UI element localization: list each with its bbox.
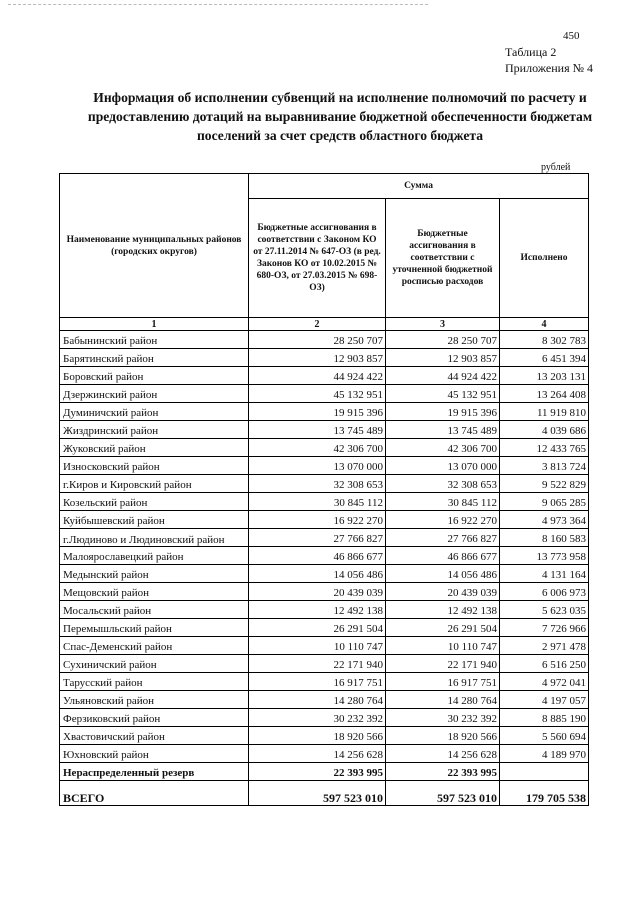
total-law-allocations: 597 523 010 xyxy=(249,781,386,806)
row-executed: 9 522 829 xyxy=(500,475,589,493)
row-law-allocation: 18 920 566 xyxy=(249,727,386,745)
row-name: г.Киров и Кировский район xyxy=(60,475,249,493)
table-row xyxy=(60,655,589,673)
row-name: г.Людиново и Людиновский район xyxy=(60,529,249,547)
row-law-allocation: 26 291 504 xyxy=(249,619,386,637)
table-row-total xyxy=(60,781,589,806)
table-row xyxy=(60,763,589,781)
row-refined-allocation: 45 132 951 xyxy=(386,385,500,403)
row-refined-allocation: 13 745 489 xyxy=(386,421,500,439)
page-number: 450 xyxy=(563,30,580,42)
row-name: Юхновский район xyxy=(60,745,249,763)
row-refined-allocation: 30 845 112 xyxy=(386,493,500,511)
row-refined-allocation: 16 917 751 xyxy=(386,673,500,691)
row-name: Медынский район xyxy=(60,565,249,583)
row-law-allocation: 32 308 653 xyxy=(249,475,386,493)
row-name: Хвастовичский район xyxy=(60,727,249,745)
row-name: Спас-Деменский район xyxy=(60,637,249,655)
table-row xyxy=(60,403,589,421)
row-law-allocation: 16 917 751 xyxy=(249,673,386,691)
row-executed: 6 451 394 xyxy=(500,349,589,367)
row-law-allocation: 12 903 857 xyxy=(249,349,386,367)
table-row xyxy=(60,493,589,511)
row-law-allocation: 13 070 000 xyxy=(249,457,386,475)
header-municipality: Наименование муниципальных районов (городских округов) xyxy=(60,174,249,318)
row-law-allocation: 28 250 707 xyxy=(249,331,386,349)
total-executed: 179 705 538 xyxy=(500,781,589,806)
row-law-allocation: 13 745 489 xyxy=(249,421,386,439)
row-executed: 8 160 583 xyxy=(500,529,589,547)
table-row xyxy=(60,583,589,601)
table-row xyxy=(60,709,589,727)
table-row xyxy=(60,619,589,637)
row-name: Износковский район xyxy=(60,457,249,475)
header-executed: Исполнено xyxy=(500,199,589,318)
table-row xyxy=(60,457,589,475)
row-executed: 12 433 765 xyxy=(500,439,589,457)
row-law-allocation: 10 110 747 xyxy=(249,637,386,655)
row-refined-allocation: 26 291 504 xyxy=(386,619,500,637)
row-name: Дзержинский район xyxy=(60,385,249,403)
row-law-allocation: 46 866 677 xyxy=(249,547,386,565)
row-law-allocation: 45 132 951 xyxy=(249,385,386,403)
row-refined-allocation: 18 920 566 xyxy=(386,727,500,745)
table-row xyxy=(60,475,589,493)
row-refined-allocation: 14 056 486 xyxy=(386,565,500,583)
row-law-allocation: 16 922 270 xyxy=(249,511,386,529)
row-name: Перемышльский район xyxy=(60,619,249,637)
row-refined-allocation: 10 110 747 xyxy=(386,637,500,655)
row-executed: 3 813 724 xyxy=(500,457,589,475)
row-law-allocation: 22 171 940 xyxy=(249,655,386,673)
column-number: 3 xyxy=(386,318,500,331)
table-row xyxy=(60,691,589,709)
row-law-allocation: 19 915 396 xyxy=(249,403,386,421)
table-row xyxy=(60,349,589,367)
row-refined-allocation: 42 306 700 xyxy=(386,439,500,457)
row-executed: 4 131 164 xyxy=(500,565,589,583)
row-executed: 4 039 686 xyxy=(500,421,589,439)
row-law-allocation: 12 492 138 xyxy=(249,601,386,619)
row-refined-allocation: 28 250 707 xyxy=(386,331,500,349)
row-refined-allocation: 14 280 764 xyxy=(386,691,500,709)
row-refined-allocation: 30 232 392 xyxy=(386,709,500,727)
row-refined-allocation: 14 256 628 xyxy=(386,745,500,763)
table-reference xyxy=(505,44,593,76)
table-reference-line2: Приложения № 4 xyxy=(505,61,594,75)
row-executed: 7 726 966 xyxy=(500,619,589,637)
table-row xyxy=(60,421,589,439)
table-row xyxy=(60,565,589,583)
row-executed xyxy=(500,763,589,781)
subvention-table xyxy=(59,173,589,806)
row-law-allocation: 42 306 700 xyxy=(249,439,386,457)
table-row xyxy=(60,385,589,403)
table-row xyxy=(60,367,589,385)
row-law-allocation: 22 393 995 xyxy=(249,763,386,781)
row-refined-allocation: 44 924 422 xyxy=(386,367,500,385)
table-row xyxy=(60,439,589,457)
row-executed: 4 973 364 xyxy=(500,511,589,529)
row-refined-allocation: 19 915 396 xyxy=(386,403,500,421)
total-refined-allocations: 597 523 010 xyxy=(386,781,500,806)
table-row xyxy=(60,637,589,655)
row-name: Жиздринский район xyxy=(60,421,249,439)
row-name: Куйбышевский район xyxy=(60,511,249,529)
total-label: ВСЕГО xyxy=(60,781,249,806)
header-law-allocations: Бюджетные ассигнования в соответствии с Законом КО от 27.11.2014 № 647-ОЗ (в ред. Законов КО от 10.02.2015 № 680-ОЗ, от 27.03.2015 № 698-ОЗ) xyxy=(249,199,386,318)
row-executed: 4 189 970 xyxy=(500,745,589,763)
row-name: Ульяновский район xyxy=(60,691,249,709)
row-law-allocation: 30 232 392 xyxy=(249,709,386,727)
row-executed: 6 516 250 xyxy=(500,655,589,673)
table-row xyxy=(60,745,589,763)
row-name: Бабынинский район xyxy=(60,331,249,349)
row-executed: 2 971 478 xyxy=(500,637,589,655)
scan-artifact-line xyxy=(8,4,428,5)
row-refined-allocation: 16 922 270 xyxy=(386,511,500,529)
row-executed: 13 773 958 xyxy=(500,547,589,565)
row-name: Мещовский район xyxy=(60,583,249,601)
row-executed: 13 264 408 xyxy=(500,385,589,403)
row-name: Думиничский район xyxy=(60,403,249,421)
row-refined-allocation: 32 308 653 xyxy=(386,475,500,493)
row-refined-allocation: 20 439 039 xyxy=(386,583,500,601)
row-refined-allocation: 22 171 940 xyxy=(386,655,500,673)
row-refined-allocation: 13 070 000 xyxy=(386,457,500,475)
row-name: Барятинский район xyxy=(60,349,249,367)
document-title: Информация об исполнении субвенций на исполнение полномочий по расчету и предоставлению дотаций на выравнивание бюджетной обеспеченности бюджетам поселений за счет средств областного бюджета xyxy=(87,90,593,143)
row-law-allocation: 44 924 422 xyxy=(249,367,386,385)
row-refined-allocation: 46 866 677 xyxy=(386,547,500,565)
row-law-allocation: 14 056 486 xyxy=(249,565,386,583)
row-executed: 8 302 783 xyxy=(500,331,589,349)
row-name: Нераспределенный резерв xyxy=(60,763,249,781)
row-law-allocation: 27 766 827 xyxy=(249,529,386,547)
row-refined-allocation: 27 766 827 xyxy=(386,529,500,547)
row-name: Ферзиковский район xyxy=(60,709,249,727)
row-refined-allocation: 22 393 995 xyxy=(386,763,500,781)
row-executed: 6 006 973 xyxy=(500,583,589,601)
row-name: Боровский район xyxy=(60,367,249,385)
row-executed: 4 197 057 xyxy=(500,691,589,709)
row-executed: 5 560 694 xyxy=(500,727,589,745)
row-refined-allocation: 12 903 857 xyxy=(386,349,500,367)
row-executed: 13 203 131 xyxy=(500,367,589,385)
row-name: Козельский район xyxy=(60,493,249,511)
table-row xyxy=(60,547,589,565)
table-row xyxy=(60,529,589,547)
table-reference-line1: Таблица 2 xyxy=(505,45,557,59)
row-law-allocation: 14 280 764 xyxy=(249,691,386,709)
row-executed: 4 972 041 xyxy=(500,673,589,691)
column-number: 4 xyxy=(500,318,589,331)
row-executed: 9 065 285 xyxy=(500,493,589,511)
header-sum: Сумма xyxy=(249,174,589,199)
row-executed: 8 885 190 xyxy=(500,709,589,727)
row-executed: 11 919 810 xyxy=(500,403,589,421)
row-law-allocation: 30 845 112 xyxy=(249,493,386,511)
table-row xyxy=(60,673,589,691)
row-name: Тарусский район xyxy=(60,673,249,691)
row-executed: 5 623 035 xyxy=(500,601,589,619)
table-row xyxy=(60,601,589,619)
table-row xyxy=(60,511,589,529)
row-name: Мосальский район xyxy=(60,601,249,619)
table-row xyxy=(60,331,589,349)
row-name: Малоярославецкий район xyxy=(60,547,249,565)
header-refined-allocations: Бюджетные ассигнования в соответствии с уточненной бюджетной росписью расходов xyxy=(386,199,500,318)
row-name: Сухиничский район xyxy=(60,655,249,673)
row-refined-allocation: 12 492 138 xyxy=(386,601,500,619)
row-law-allocation: 20 439 039 xyxy=(249,583,386,601)
table-row xyxy=(60,727,589,745)
column-number: 2 xyxy=(249,318,386,331)
row-law-allocation: 14 256 628 xyxy=(249,745,386,763)
currency-unit: рублей xyxy=(541,162,571,173)
row-name: Жуковский район xyxy=(60,439,249,457)
column-number: 1 xyxy=(60,318,249,331)
